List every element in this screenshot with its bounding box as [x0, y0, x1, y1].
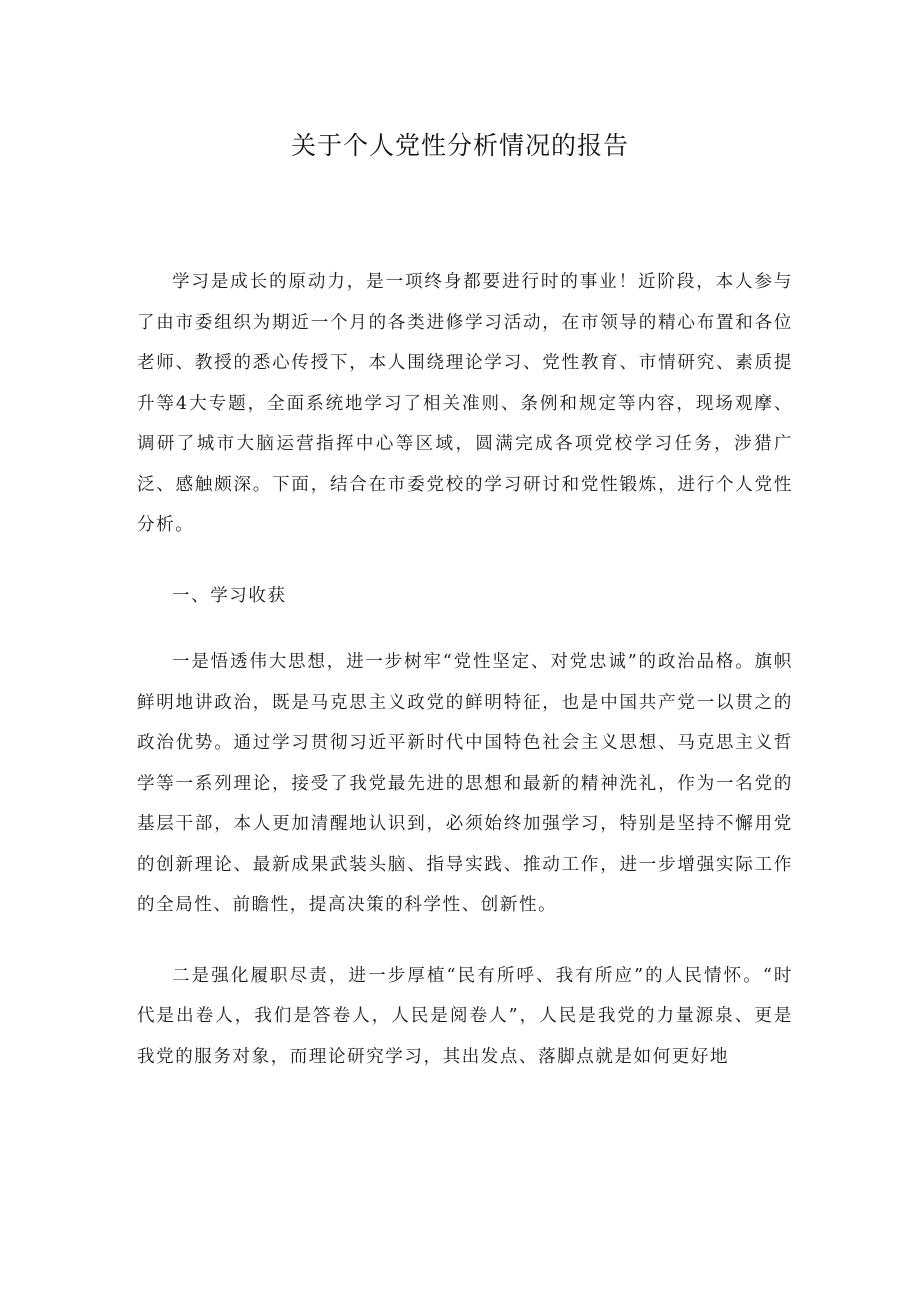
- paragraph-intro: 学习是成长的原动力，是一项终身都要进行时的事业！近阶段，本人参与了由市委组织为期近一个月的各类进修学习活动，在市领导的精心布置和各位老师、教授的悉心传授下，本人围绕理论学习、党性教育、市情研究、素质提升等4大专题，全面系统地学习了相关准则、条例和规定等内容，现场观摩、调研了城市大脑运营指挥中心等区域，圆满完成各项党校学习任务，涉猎广泛、感触颇深。下面，结合在市委党校的学习研讨和党性锻炼，进行个人党性分析。: [137, 272, 793, 535]
- document-body: [137, 262, 793, 1107]
- paragraph-point-two: 二是强化履职尽责，进一步厚植“民有所呼、我有所应”的人民情怀。“时代是出卷人，我们是答卷人，人民是阅卷人”，人民是我党的力量源泉、更是我党的服务对象，而理论研究学习，其出发点、落脚点就是如何更好地: [137, 965, 793, 1067]
- document-title: 关于个人党性分析情况的报告: [290, 131, 629, 160]
- paragraph-point-one: 一是悟透伟大思想，进一步树牢“党性坚定、对党忠诚”的政治品格。旗帜鲜明地讲政治，既是马克思主义政党的鲜明特征，也是中国共产党一以贯之的政治优势。通过学习贯彻习近平新时代中国特色社会主义思想、马克思主义哲学等一系列理论，接受了我党最先进的思想和最新的精神洗礼，作为一名党的基层干部，本人更加清醒地认识到，必须始终加强学习，特别是坚持不懈用党的创新理论、最新成果武装头脑、指导实践、推动工作，进一步增强实际工作的全局性、前瞻性，提高决策的科学性、创新性。: [137, 652, 793, 915]
- section-heading-learning-gains: 一、学习收获: [172, 585, 287, 606]
